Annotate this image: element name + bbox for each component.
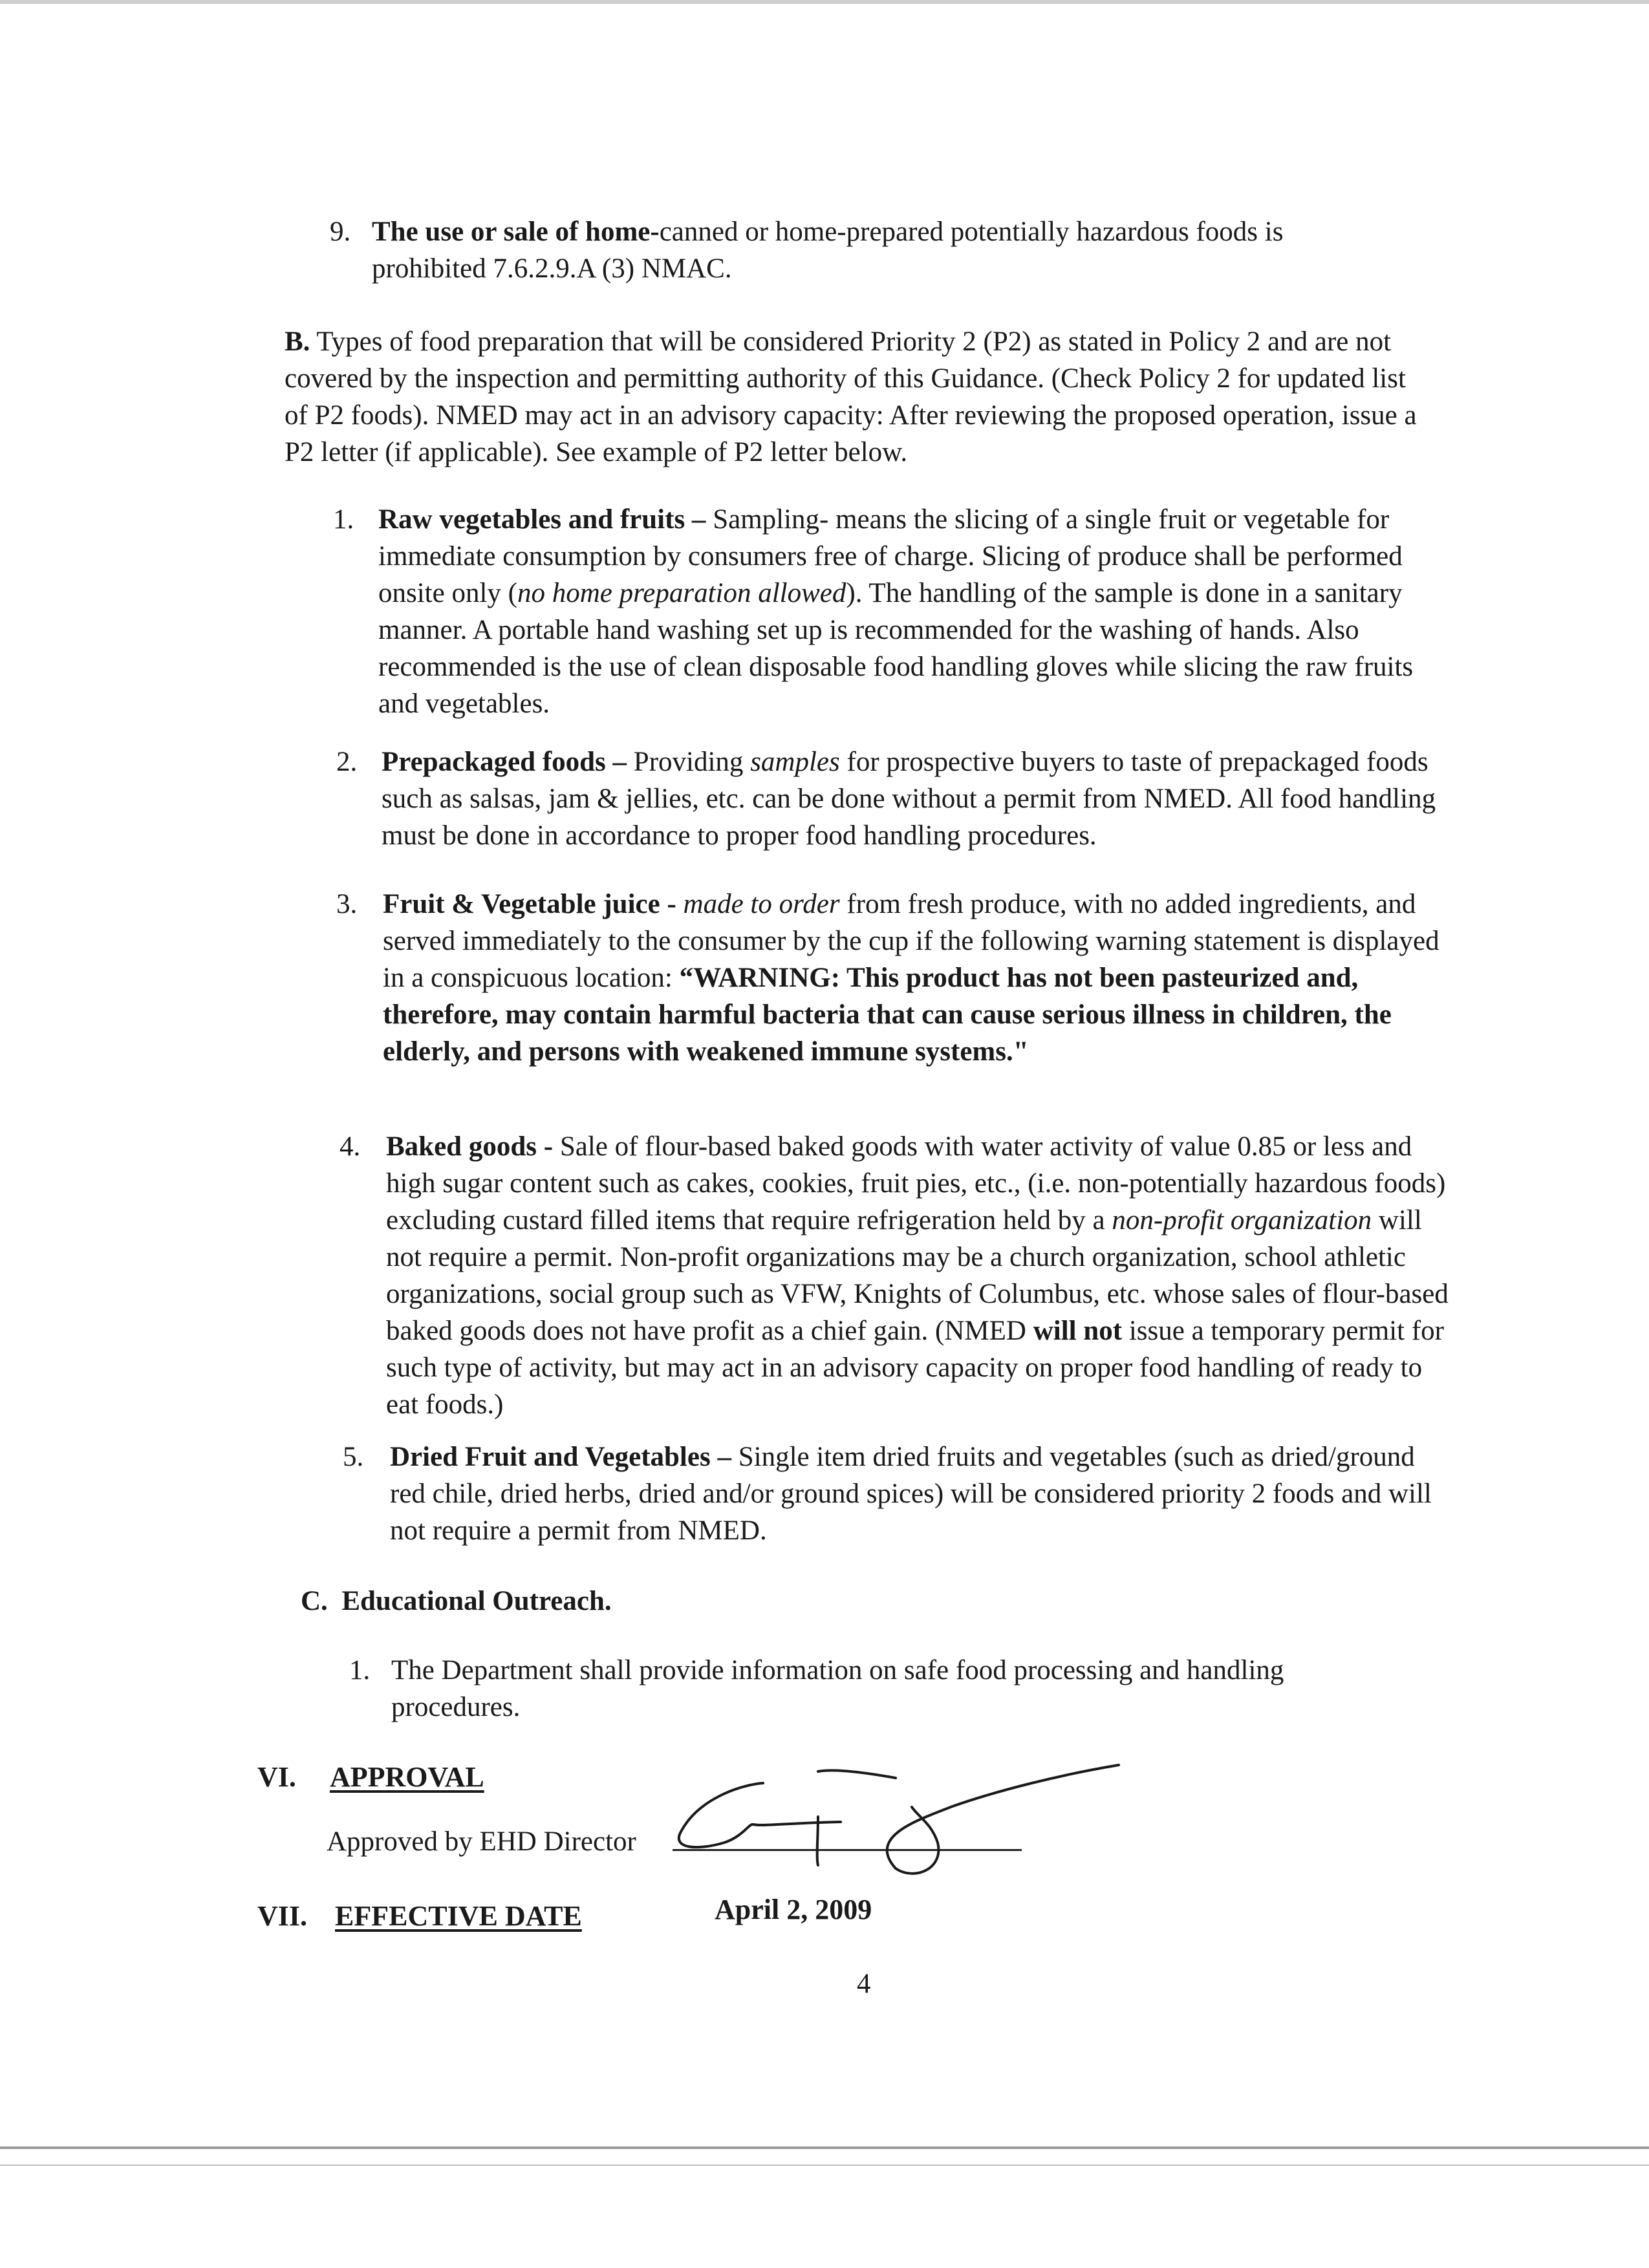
b-item-4-text: [386, 1128, 1453, 1423]
b-item-2-number: 2.: [336, 747, 358, 777]
effective-date: April 2, 2009: [715, 1894, 872, 1925]
b-item-2-bold: Prepackaged foods –: [382, 747, 627, 777]
b-item-2-text-b: for prospective buyers to taste of prepackaged foods such as salsas, jam & jellies, etc. can be done without a permit from NMED. All food handling must be done in accordance to proper food handling procedures.: [382, 747, 1436, 851]
b-item-5-text: [390, 1439, 1450, 1549]
approved-by-label: Approved by EHD Director: [327, 1826, 636, 1857]
b-item-3-warning: “WARNING: This product has not been pasteurized and, therefore, may contain harmful bacteria that can cause serious illness in children, the elderly, and persons with weakened immune systems.": [383, 963, 1392, 1067]
c-item-1-number: 1.: [349, 1655, 371, 1685]
b-item-3-bold: Fruit & Vegetable juice -: [383, 889, 676, 919]
section-c-heading: [301, 1583, 612, 1620]
b-item-5-number: 5.: [343, 1442, 364, 1472]
b-item-1-text: [378, 501, 1439, 722]
effective-title: EFFECTIVE DATE: [335, 1900, 582, 1932]
item-9-text: [372, 213, 1394, 287]
b-item-1-number: 1.: [333, 504, 354, 535]
b-item-4-bold: Baked goods -: [386, 1131, 554, 1162]
director-signature: [673, 1746, 1125, 1894]
b-item-3-italic: made to order: [683, 889, 840, 919]
section-b-text: Types of food preparation that will be considered Priority 2 (P2) as stated in Policy 2 and are not covered by the inspection and permitting authority of this Guidance. (Check Policy 2 for updated list of P2 foods). NMED may act in an advisory capacity: After reviewing the proposed operation, issue a P2 letter (if applicable). See example of P2 letter below.: [285, 326, 1417, 467]
b-item-1-italic: no home preparation allowed: [517, 578, 846, 608]
b-item-3-number: 3.: [336, 889, 358, 919]
approval-numeral: VI.: [257, 1761, 296, 1793]
scan-edge-bottom: [0, 2146, 1649, 2149]
item-9-number: 9.: [330, 217, 351, 247]
b-item-1-bold: Raw vegetables and fruits –: [378, 504, 706, 535]
b-item-4-italic: non-profit organization: [1112, 1205, 1372, 1236]
section-b-paragraph: [285, 323, 1423, 471]
c-item-1-text: The Department shall provide information on safe food processing and handling procedures.: [391, 1655, 1284, 1722]
b-item-4-number: 4.: [339, 1131, 361, 1162]
b-item-2-italic: samples: [750, 747, 840, 777]
b-item-3-text: [383, 886, 1450, 1070]
b-item-1-text-a: Sampling- means the slicing of a single fruit or vegetable for immediate consumption by consumers free of charge. Slicing of produce shall be performed onsite only (: [378, 504, 1403, 608]
section-b-label: B.: [285, 326, 310, 357]
scan-edge-bottom-2: [0, 2165, 1649, 2166]
b-item-4-bold-2: will not: [1033, 1316, 1123, 1346]
b-item-4-text-c: issue a temporary permit for such type of activity, but may act in an advisory capacity on proper food handling of ready to eat foods.): [386, 1316, 1445, 1420]
b-item-2-text: [382, 744, 1449, 854]
b-item-5-text-a: Single item dried fruits and vegetables (such as dried/ground red chile, dried herbs, dried and/or ground spices) will be considered priority 2 foods and will not require a permit from NMED.: [390, 1442, 1432, 1546]
b-item-4-text-b: will not require a permit. Non-profit organizations may be a church organization, school athletic organizations, social group such as VFW, Knights of Columbus, etc. whose sales of flour-based baked goods does not have profit as a chief gain. (NMED: [386, 1205, 1449, 1346]
approval-title: APPROVAL: [330, 1761, 484, 1793]
item-9-rest: canned or home-prepared potentially hazardous foods is prohibited 7.6.2.9.A (3) NMAC.: [372, 217, 1284, 284]
b-item-3-text-b: from fresh produce, with no added ingredients, and served immediately to the consumer by the cup if the following warning statement is displayed in a conspicuous location:: [383, 889, 1439, 993]
section-c-title: Educational Outreach.: [341, 1586, 612, 1616]
item-9-bold: The use or sale of home-: [372, 217, 660, 247]
b-item-2-text-a: Providing: [627, 747, 751, 777]
b-item-4-text-a: Sale of flour-based baked goods with water activity of value 0.85 or less and high sugar content such as cakes, cookies, fruit pies, etc., (i.e. non-potentially hazardous foods) excluding custard filled items that require refrigeration held by a: [386, 1131, 1446, 1236]
effective-numeral: VII.: [257, 1900, 308, 1932]
b-item-3-text-a: [676, 889, 684, 919]
b-item-5-bold: Dried Fruit and Vegetables –: [390, 1442, 731, 1472]
page-number: 4: [857, 1969, 871, 1999]
section-c-label: C.: [301, 1586, 328, 1616]
b-item-1-text-b: ). The handling of the sample is done in a sanitary manner. A portable hand washing set up is recommended for the washing of hands. Also recommended is the use of clean disposable food handling gloves while slicing the raw fruits and vegetables.: [378, 578, 1414, 719]
scan-edge-top: [0, 0, 1649, 4]
